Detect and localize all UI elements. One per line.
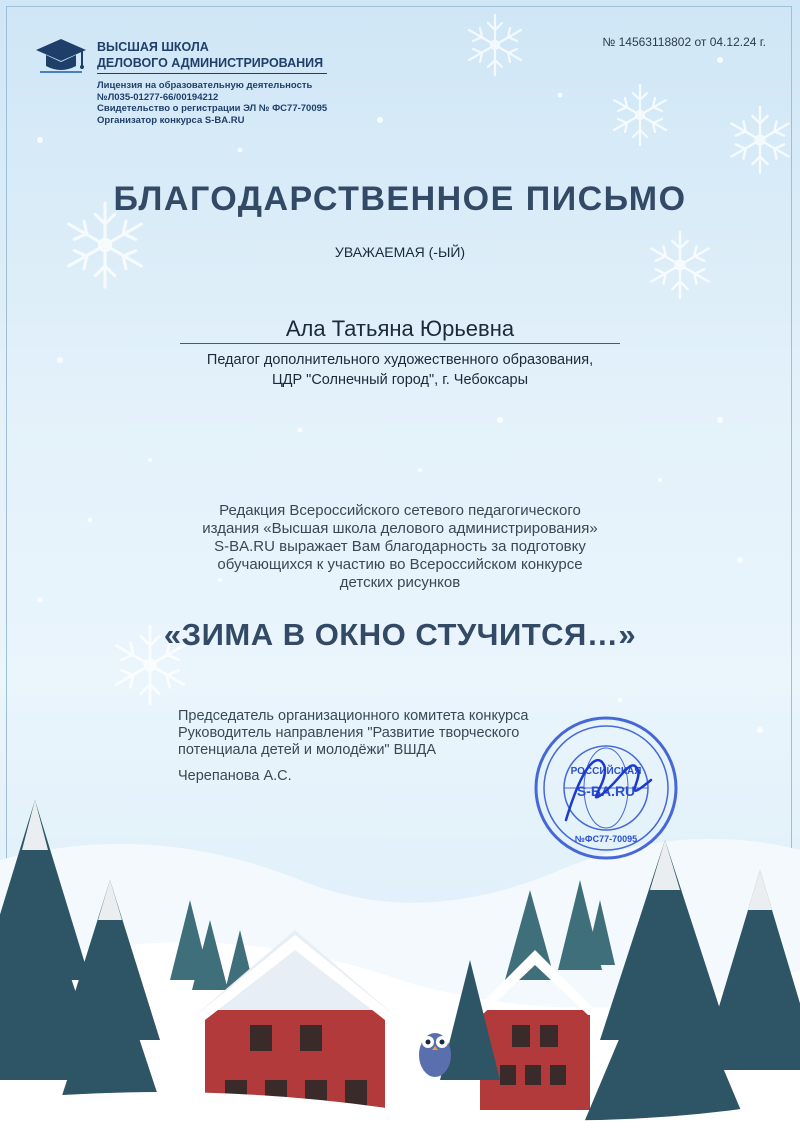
svg-text:S-BA.RU: S-BA.RU <box>576 783 636 799</box>
logo-underline <box>97 73 327 74</box>
signatory-name: Черепанова А.С. <box>178 768 292 784</box>
greeting: УВАЖАЕМАЯ (-ЫЙ) <box>334 244 466 260</box>
document-title: БЛАГОДАРСТВЕННОЕ ПИСЬМО <box>113 180 687 218</box>
snowflake-icon <box>731 107 788 173</box>
letter-body: Редакция Всероссийского сетевого педагогического издания «Высшая школа делового администрирования» S-BA.RU выражает Вам благодарность за подготовку обучающихся к участию во Всероссийском конкурсе детских рисунков <box>202 502 598 591</box>
document-number: № 14563118802 от 04.12.24 г. <box>602 35 766 49</box>
contest-name: «ЗИМА В ОКНО СТУЧИТСЯ…» <box>163 617 637 652</box>
organization-info: Лицензия на образовательную деятельность №Л035-01277-66/00194212 Свидетельство о регистрации ЭЛ № ФС77-70095 Организатор конкурса S-BA.RU <box>97 80 328 126</box>
name-underline <box>180 343 620 344</box>
snowflake-icon <box>614 85 666 145</box>
official-stamp <box>526 710 684 860</box>
owl-mascot-icon <box>419 1033 451 1077</box>
signatory-title: Председатель организационного комитета конкурса Руководитель направления "Развитие творческого потенциала детей и молодёжи" ВШДА <box>178 708 529 758</box>
recipient-name: Ала Татьяна Юрьевна <box>285 316 515 341</box>
snowflake-icon <box>651 232 708 298</box>
recipient-position: Педагог дополнительного художественного образования, ЦДР "Солнечный город", г. Чебоксары <box>206 352 594 388</box>
svg-text:№ФС77-70095: №ФС77-70095 <box>574 834 638 844</box>
svg-text:РОССИЙСКАЯ: РОССИЙСКАЯ <box>570 766 642 777</box>
snowflake-icon <box>469 15 521 75</box>
organization-name: ВЫСШАЯ ШКОЛА ДЕЛОВОГО АДМИНИСТРИРОВАНИЯ <box>97 40 324 70</box>
graduation-cap-icon <box>34 36 88 80</box>
